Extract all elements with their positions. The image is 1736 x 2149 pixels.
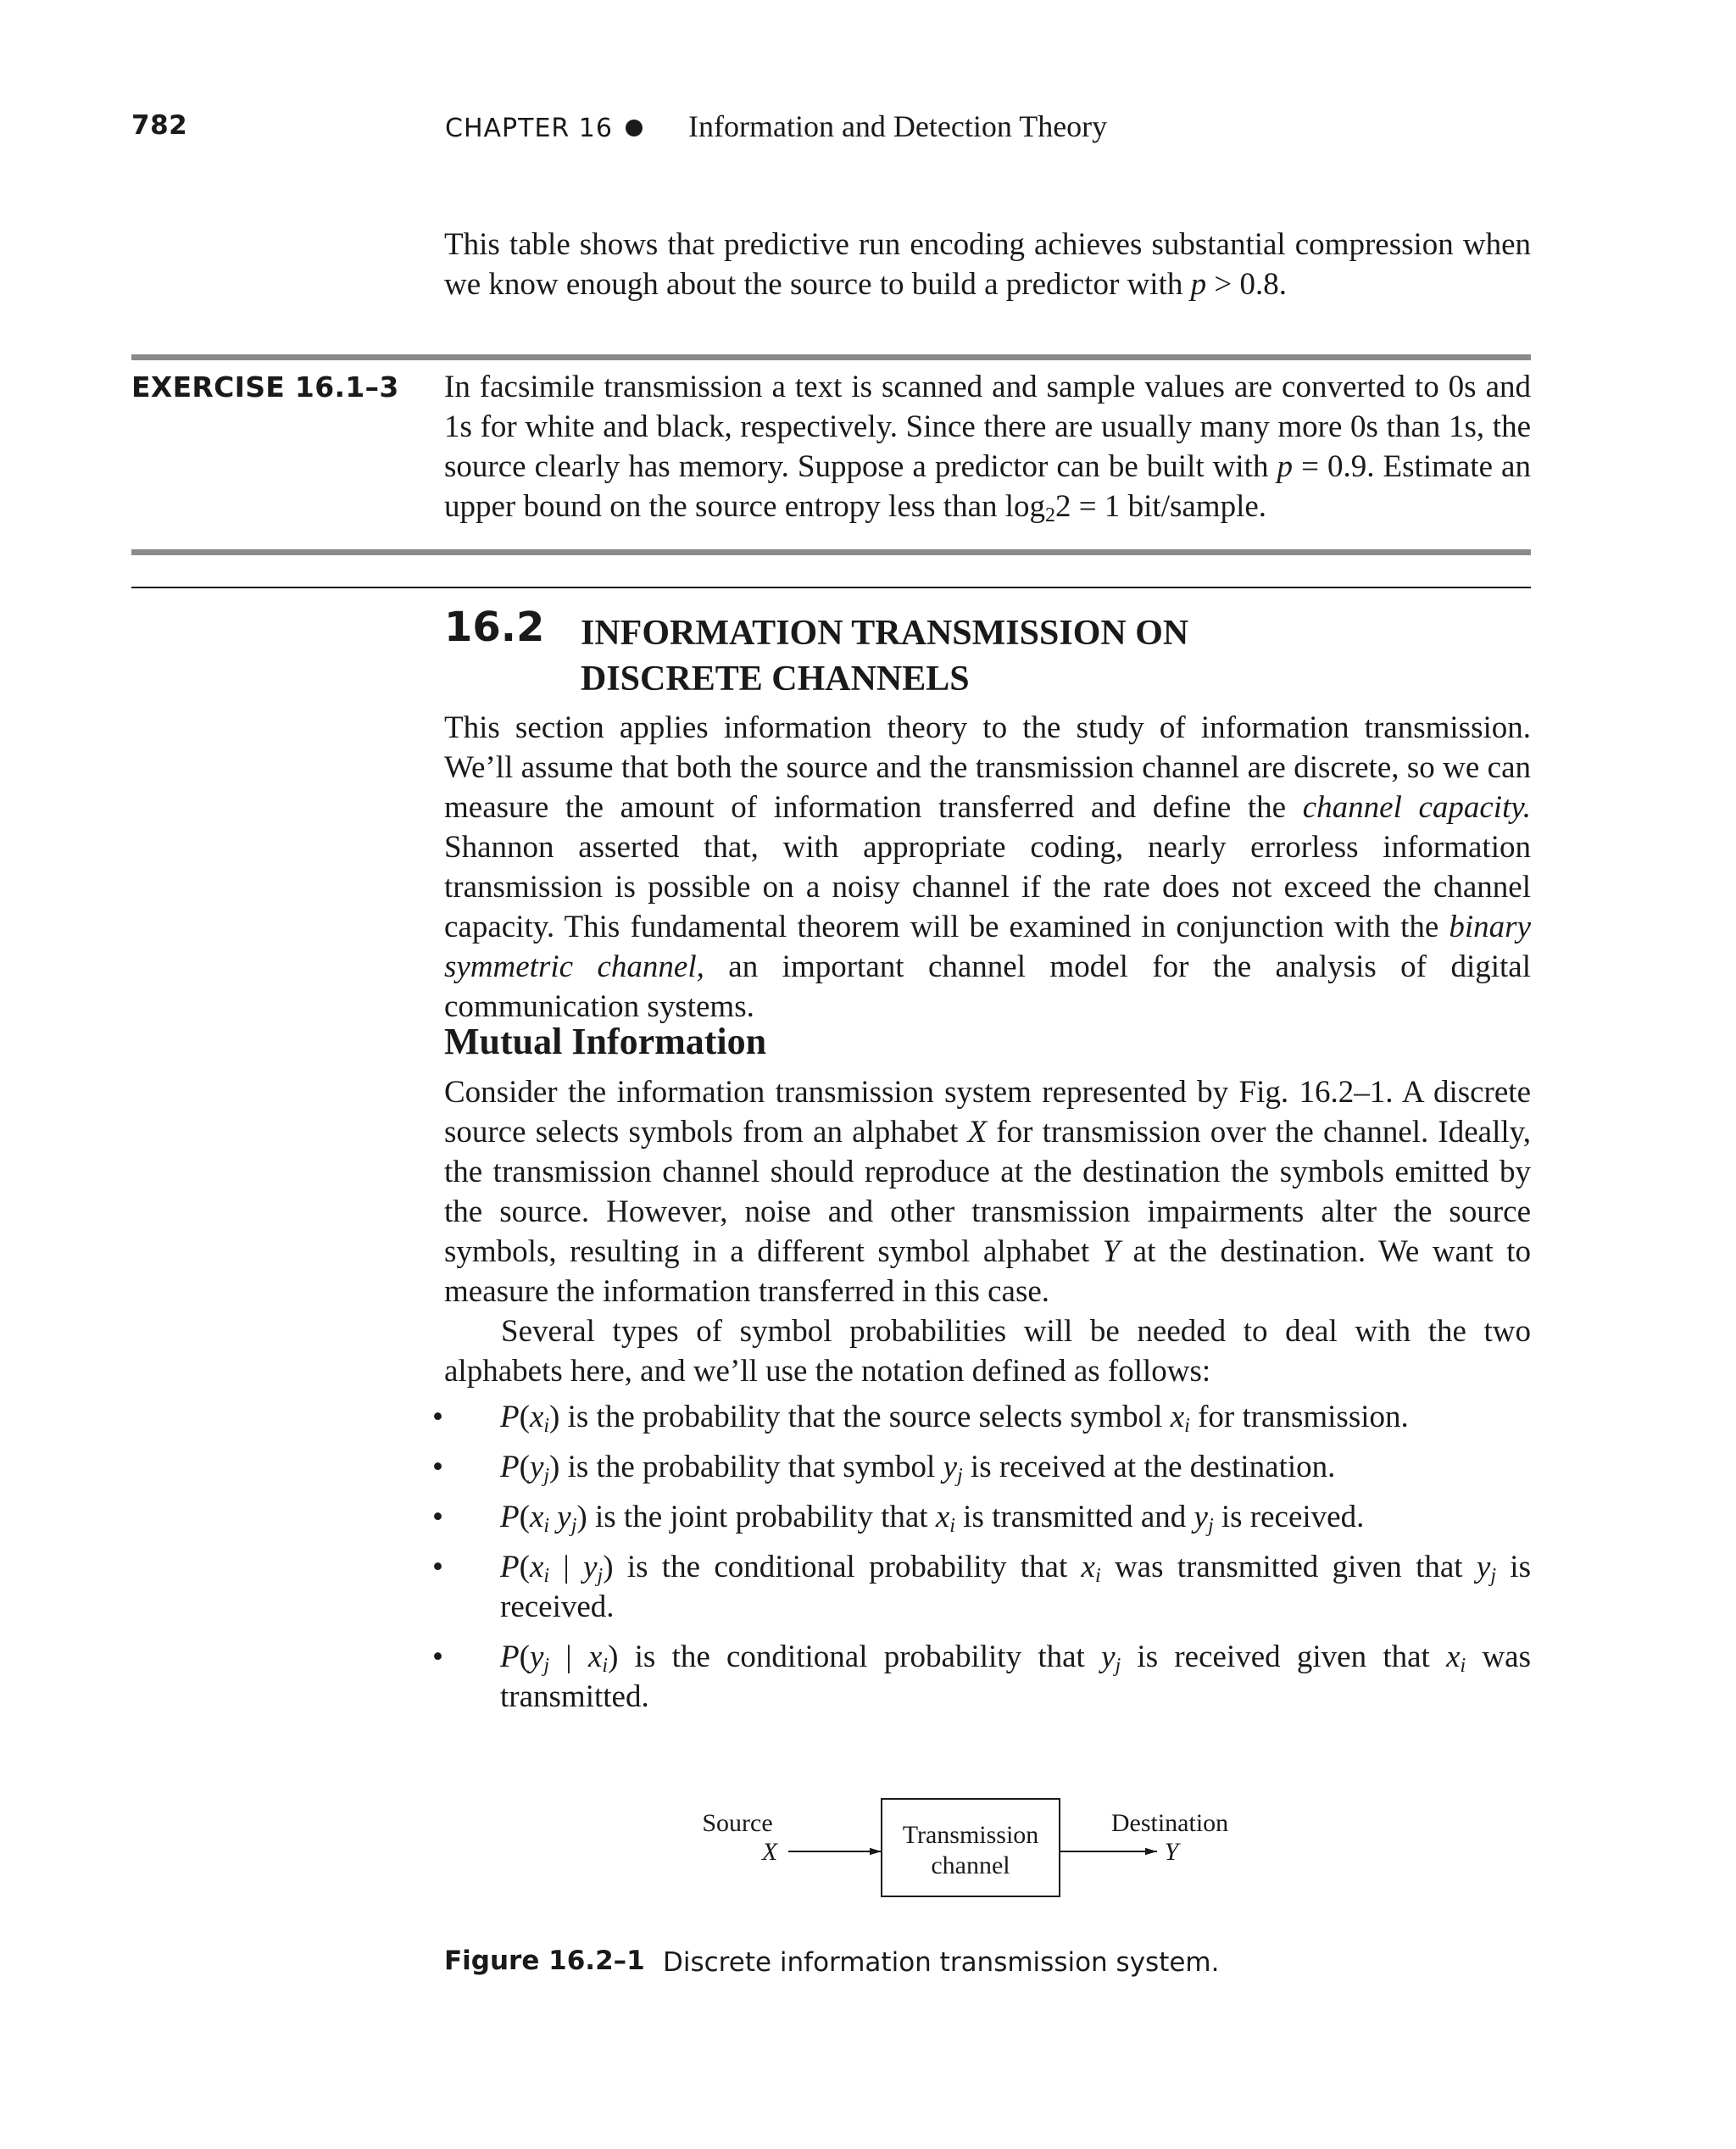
destination-var: Y <box>1164 1838 1179 1866</box>
exercise-label: EXERCISE 16.1–3 <box>131 370 399 404</box>
intro-text: This table shows that predictive run encoding achieves substantial compression when we know enough about the source to build a predictor with <box>444 227 1531 302</box>
exercise-top-rule <box>131 354 1531 360</box>
mi-p1-c: at the destination. We want to measure the information transferred in this case. <box>444 1234 1531 1309</box>
section-para-a: This section applies information theory to the study of information transmission. We’ll assume that both the source and the transmission channel are discrete, so we can measure the amount of information transferred and define the <box>444 710 1531 825</box>
figure-label: Figure 16.2–1 <box>444 1946 645 1976</box>
exercise-text <box>444 367 1531 526</box>
exercise-text-c: 2 = 1 bit/sample. <box>1055 489 1267 524</box>
exercise-text-b: = 0.9. Estimate an upper bound on the source entropy less than log <box>444 449 1531 524</box>
list-item: • $P(y_j)$ is the probability that symbol $y_j$ is received at the destination. <box>432 1450 1336 1487</box>
intro-var-p: p <box>1190 267 1207 302</box>
mi-p1-a: Consider the information transmission system represented by Fig. 16.2–1. A discrete source selects symbols from an alphabet <box>444 1075 1531 1150</box>
section-title-line2: DISCRETE CHANNELS <box>581 660 970 699</box>
chapter-label: CHAPTER 16 <box>445 114 613 143</box>
intro-paragraph <box>444 225 1531 304</box>
section-number: 16.2 <box>444 604 545 651</box>
section-title-line1: INFORMATION TRANSMISSION ON <box>581 614 1189 653</box>
subsection-title: Mutual Information <box>444 1021 767 1062</box>
section-para-b: Shannon asserted that, with appropriate coding, nearly errorless information transmission is possible on a noisy channel if the rate does not exceed the channel capacity. This fundamental theorem will be examined in conjunction with the <box>444 830 1531 944</box>
channel-label-line2: channel <box>931 1851 1010 1879</box>
mi-p2: Several types of symbol probabilities will be needed to deal with the two alphabets here, and we’ll use the notation defined as follows: <box>444 1314 1531 1389</box>
list-item: • $P(y_j$ | $x_i$) is the conditional probability that $y_j$ is received given that $x_i$ was transmitted. <box>432 1640 1531 1714</box>
source-var: X <box>761 1838 778 1866</box>
figure-caption: Discrete information transmission system. <box>663 1947 1220 1978</box>
list-item: • $P(x_i$ | $y_j$) is the conditional probability that $x_i$ was transmitted given that $y_j$ is received. <box>432 1550 1531 1624</box>
exercise-log-subscript: 2 <box>1045 504 1056 526</box>
page-number: 782 <box>131 110 188 141</box>
mi-p1-b: for transmission over the channel. Ideally, the transmission channel should reproduce at the destination the symbols emitted by the source. However, noise and other transmission impairments alter the source symbols, resulting in a different symbol alphabet <box>444 1115 1531 1269</box>
intro-tail: > 0.8. <box>1206 267 1287 302</box>
section-intro-paragraph <box>444 708 1531 1027</box>
section-rule <box>131 587 1531 588</box>
channel-capacity-term: channel capacity. <box>1302 790 1531 825</box>
channel-label-line1: Transmission <box>902 1821 1039 1849</box>
section-para-c: an important channel model for the analysis of digital communication systems. <box>444 949 1531 1024</box>
destination-label: Destination <box>1110 1809 1229 1837</box>
mutual-information-paragraphs <box>444 1072 1531 1391</box>
alphabet-x: X <box>967 1115 988 1150</box>
probability-definitions-list <box>432 1397 1531 1727</box>
list-item: • $P(x_i$ $y_j$) is the joint probability that $x_i$ is transmitted and $y_j$ is received. <box>432 1500 1365 1537</box>
section-title <box>581 610 1188 702</box>
header-bullet-icon <box>626 120 643 136</box>
list-item: • $P(x_i)$ is the probability that the source selects symbol $x_i$ for transmission. <box>432 1400 1409 1437</box>
exercise-text-a: In facsimile transmission a text is scanned and sample values are converted to 0s and 1s for white and black, respectively. Since there are usually many more 0s than 1s, the source clearly has memory. Suppose a predictor can be built with <box>444 370 1531 484</box>
source-label: Source <box>702 1809 773 1837</box>
exercise-bottom-rule <box>131 549 1531 555</box>
exercise-var-p: p <box>1277 449 1294 484</box>
transmission-system-diagram <box>695 1789 1288 1924</box>
binary-symmetric-channel-term: binary symmetric channel, <box>444 910 1531 984</box>
alphabet-y: Y <box>1102 1234 1121 1269</box>
chapter-title: Information and Detection Theory <box>688 109 1108 143</box>
